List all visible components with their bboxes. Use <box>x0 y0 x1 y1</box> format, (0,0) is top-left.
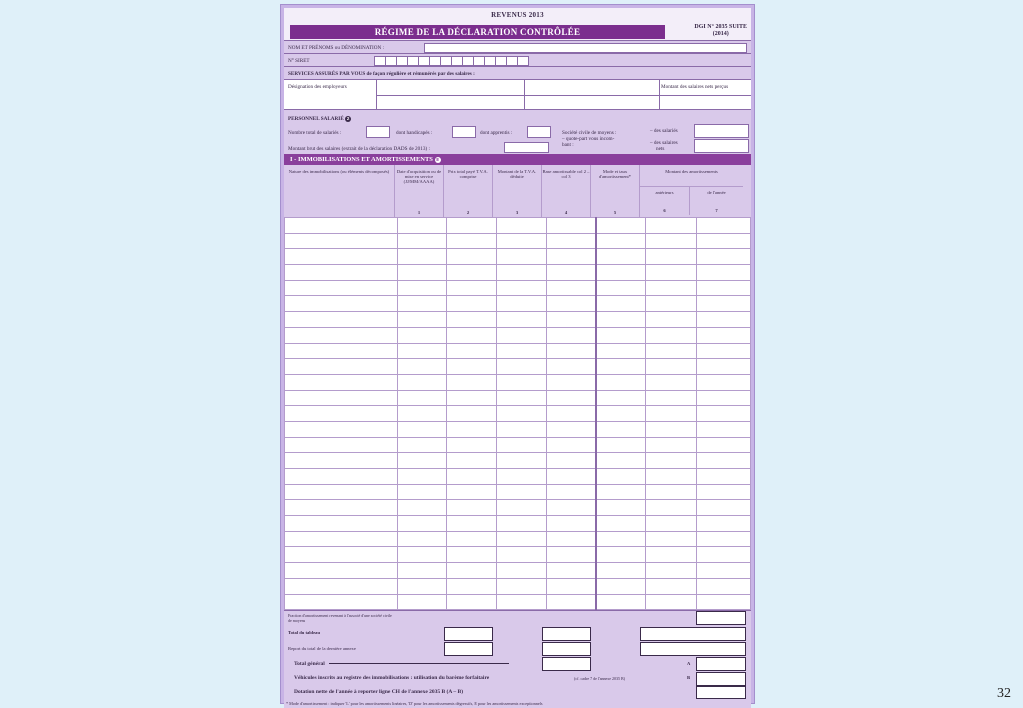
employeurs-block <box>284 79 751 109</box>
siret-field[interactable] <box>374 56 529 66</box>
table-cell[interactable] <box>546 390 596 406</box>
table-cell[interactable] <box>397 578 447 594</box>
table-cell[interactable] <box>397 594 447 610</box>
table-cell[interactable] <box>497 390 547 406</box>
table-cell[interactable] <box>397 547 447 563</box>
table-cell[interactable] <box>697 437 751 453</box>
table-cell[interactable] <box>397 218 447 234</box>
table-cell[interactable] <box>697 343 751 359</box>
table-cell[interactable] <box>697 531 751 547</box>
table-cell[interactable] <box>546 406 596 422</box>
table-cell[interactable] <box>646 296 697 312</box>
table-cell[interactable] <box>596 531 646 547</box>
col-header-base: Base amortissable col 2 – col 3 4 <box>542 165 591 217</box>
personnel-label <box>288 116 351 122</box>
table-cell[interactable] <box>697 265 751 281</box>
table-row <box>285 265 751 281</box>
table-cell[interactable] <box>646 374 697 390</box>
table-row <box>285 390 751 406</box>
table-cell[interactable] <box>596 343 646 359</box>
table-cell[interactable] <box>285 578 398 594</box>
total-col2[interactable] <box>444 627 493 641</box>
table-cell[interactable] <box>697 500 751 516</box>
nom-field[interactable] <box>424 43 747 53</box>
revenus-title: REVENUS 2013 <box>491 11 544 19</box>
table-cell[interactable] <box>397 359 447 375</box>
table-cell[interactable] <box>596 327 646 343</box>
table-cell[interactable] <box>497 531 547 547</box>
table-cell[interactable] <box>397 563 447 579</box>
table-cell[interactable] <box>447 406 497 422</box>
des-salaries-field[interactable] <box>694 124 749 138</box>
table-cell[interactable] <box>285 265 398 281</box>
form-header <box>284 8 751 40</box>
table-cell[interactable] <box>447 578 497 594</box>
table-cell[interactable] <box>497 563 547 579</box>
table-cell[interactable] <box>596 437 646 453</box>
table-cell[interactable] <box>596 312 646 328</box>
table-cell[interactable] <box>497 547 547 563</box>
table-cell[interactable] <box>285 296 398 312</box>
table-cell[interactable] <box>596 280 646 296</box>
des-salaires-field[interactable] <box>694 139 749 153</box>
table-cell[interactable] <box>697 421 751 437</box>
table-row <box>285 343 751 359</box>
table-row <box>285 296 751 312</box>
table-cell[interactable] <box>546 437 596 453</box>
nombre-field[interactable] <box>366 126 390 138</box>
table-row <box>285 280 751 296</box>
table-cell[interactable] <box>646 233 697 249</box>
table-cell[interactable] <box>285 374 398 390</box>
info-icon: 2 <box>346 116 350 121</box>
des-salaires-label: – des salaires <box>650 140 678 146</box>
col-header-amort: Montant des amortissements antérieurs 6 de l'année 7 <box>640 165 743 217</box>
table-cell[interactable] <box>447 359 497 375</box>
table-cell[interactable] <box>596 218 646 234</box>
table-cell[interactable] <box>596 421 646 437</box>
table-cell[interactable] <box>447 343 497 359</box>
table-cell[interactable] <box>397 312 447 328</box>
table-cell[interactable] <box>397 296 447 312</box>
table-cell[interactable] <box>497 312 547 328</box>
table-cell[interactable] <box>596 500 646 516</box>
table-cell[interactable] <box>697 406 751 422</box>
table-row <box>285 327 751 343</box>
report-col4[interactable] <box>542 642 591 656</box>
dgi-reference <box>694 24 747 38</box>
table-row <box>285 374 751 390</box>
table-cell[interactable] <box>546 516 596 532</box>
personnel-text: PERSONNEL SALARIÉ <box>288 116 344 123</box>
table-cell[interactable] <box>447 233 497 249</box>
table-cell[interactable] <box>397 280 447 296</box>
table-cell[interactable] <box>646 327 697 343</box>
table-cell[interactable] <box>447 437 497 453</box>
table-row <box>285 578 751 594</box>
table-cell[interactable] <box>646 547 697 563</box>
fraction-label: Fraction d'amortissement revenant à l'associé d'une société civile de moyens <box>288 613 392 624</box>
table-cell[interactable] <box>646 343 697 359</box>
table-row <box>285 469 751 485</box>
table-cell[interactable] <box>596 374 646 390</box>
table-cell[interactable] <box>397 374 447 390</box>
table-cell[interactable] <box>447 484 497 500</box>
table-cell[interactable] <box>447 218 497 234</box>
table-cell[interactable] <box>646 406 697 422</box>
table-cell[interactable] <box>497 249 547 265</box>
table-cell[interactable] <box>646 563 697 579</box>
table-cell[interactable] <box>447 312 497 328</box>
montant-brut-label: Montant brut des salaires (extrait de la déclaration DADS de 2013) : <box>288 146 430 152</box>
table-cell[interactable] <box>546 563 596 579</box>
table-cell[interactable] <box>285 469 398 485</box>
table-cell[interactable] <box>697 327 751 343</box>
table-row <box>285 594 751 610</box>
vehicules-note: (cf. cadre 7 de l'annexe 2035 B) <box>574 676 626 682</box>
col-header-tva: Montant de la T.V.A. déduite 3 <box>493 165 542 217</box>
table-cell[interactable] <box>285 437 398 453</box>
societe-label: Société civile de moyens : <box>562 130 617 136</box>
table-cell[interactable] <box>697 374 751 390</box>
table-cell[interactable] <box>447 390 497 406</box>
table-row <box>285 406 751 422</box>
table-cell[interactable] <box>285 390 398 406</box>
bant-label: bant : <box>562 142 574 148</box>
table-cell[interactable] <box>285 531 398 547</box>
report-label: Report du total de la dernière annexe <box>288 646 356 652</box>
siret-row <box>284 53 751 66</box>
table-cell[interactable] <box>447 563 497 579</box>
montant-salaires-label: Montant des salaires nets perçus <box>661 84 729 90</box>
table-cell[interactable] <box>546 484 596 500</box>
table-cell[interactable] <box>497 280 547 296</box>
table-cell[interactable] <box>497 343 547 359</box>
table-cell[interactable] <box>697 280 751 296</box>
table-cell[interactable] <box>447 500 497 516</box>
des-salaries-label: – des salariés <box>650 128 678 134</box>
table-cell[interactable] <box>697 453 751 469</box>
table-row <box>285 563 751 579</box>
table-cell[interactable] <box>447 531 497 547</box>
table-cell[interactable] <box>546 296 596 312</box>
report-col67[interactable] <box>640 642 746 656</box>
info-icon: 8 <box>436 156 439 162</box>
table-cell[interactable] <box>447 547 497 563</box>
table-cell[interactable] <box>285 563 398 579</box>
table-cell[interactable] <box>697 563 751 579</box>
table-row <box>285 218 751 234</box>
table-row <box>285 437 751 453</box>
table-cell[interactable] <box>285 327 398 343</box>
table-row <box>285 531 751 547</box>
table-cell[interactable] <box>546 343 596 359</box>
table-cell[interactable] <box>397 421 447 437</box>
montant-brut-field[interactable] <box>504 142 549 153</box>
dgi-line2: (2014) <box>712 31 729 37</box>
table-cell[interactable] <box>447 296 497 312</box>
table-cell[interactable] <box>646 516 697 532</box>
table-cell[interactable] <box>646 312 697 328</box>
table-cell[interactable] <box>546 453 596 469</box>
handicapes-label: dont handicapés : <box>396 130 433 136</box>
table-cell[interactable] <box>397 406 447 422</box>
table-cell[interactable] <box>697 484 751 500</box>
col-header-date: Date d'acquisition ou de mise en service (JJ/MM/AAAA) 1 <box>395 165 444 217</box>
regime-title: RÉGIME DE LA DÉCLARATION CONTRÔLÉE <box>290 25 665 39</box>
table-cell[interactable] <box>697 390 751 406</box>
table-cell[interactable] <box>546 249 596 265</box>
table-row <box>285 359 751 375</box>
table-cell[interactable] <box>397 453 447 469</box>
table-cell[interactable] <box>285 233 398 249</box>
table-cell[interactable] <box>596 390 646 406</box>
table-cell[interactable] <box>285 312 398 328</box>
table-cell[interactable] <box>285 218 398 234</box>
table-cell[interactable] <box>596 296 646 312</box>
table-cell[interactable] <box>596 406 646 422</box>
table-cell[interactable] <box>646 531 697 547</box>
table-cell[interactable] <box>646 249 697 265</box>
table-cell[interactable] <box>285 594 398 610</box>
table-cell[interactable] <box>697 469 751 485</box>
table-cell[interactable] <box>397 516 447 532</box>
table-cell[interactable] <box>546 374 596 390</box>
table-cell[interactable] <box>596 359 646 375</box>
table-cell[interactable] <box>596 516 646 532</box>
table-cell[interactable] <box>497 327 547 343</box>
total-general-col4[interactable] <box>542 657 591 671</box>
table-cell[interactable] <box>285 343 398 359</box>
table-cell[interactable] <box>646 453 697 469</box>
table-row <box>285 233 751 249</box>
table-cell[interactable] <box>596 265 646 281</box>
table-cell[interactable] <box>546 265 596 281</box>
table-cell[interactable] <box>546 531 596 547</box>
table-cell[interactable] <box>497 469 547 485</box>
nom-label: NOM ET PRÉNOMS ou DÉNOMINATION : <box>288 45 385 51</box>
col-header-nature: Nature des immobilisations (ou éléments décomposés) <box>284 165 395 217</box>
table-cell[interactable] <box>397 343 447 359</box>
table-cell[interactable] <box>497 374 547 390</box>
table-cell[interactable] <box>397 390 447 406</box>
table-cell[interactable] <box>397 469 447 485</box>
total-tableau-label: Total du tableau <box>288 630 320 636</box>
table-cell[interactable] <box>646 265 697 281</box>
table-cell[interactable] <box>596 469 646 485</box>
table-cell[interactable] <box>497 218 547 234</box>
fraction-col7[interactable] <box>696 611 746 625</box>
table-footer <box>284 610 751 708</box>
table-cell[interactable] <box>447 327 497 343</box>
table-cell[interactable] <box>497 484 547 500</box>
table-cell[interactable] <box>447 280 497 296</box>
letter-b: B <box>687 675 691 681</box>
table-cell[interactable] <box>596 547 646 563</box>
table-cell[interactable] <box>697 516 751 532</box>
table-cell[interactable] <box>546 280 596 296</box>
dgi-line1: DGI N° 2035 SUITE <box>694 24 747 30</box>
table-cell[interactable] <box>285 453 398 469</box>
table-cell[interactable] <box>285 359 398 375</box>
form-sheet <box>280 4 755 707</box>
handicapes-field[interactable] <box>452 126 476 138</box>
table-cell[interactable] <box>397 484 447 500</box>
table-row <box>285 249 751 265</box>
apprentis-label: dont apprentis : <box>480 130 513 136</box>
table-cell[interactable] <box>546 578 596 594</box>
table-cell[interactable] <box>497 359 547 375</box>
quote-part-label: – quote-part vous incom- <box>562 136 615 142</box>
table-cell[interactable] <box>546 469 596 485</box>
services-row <box>284 66 751 79</box>
table-cell[interactable] <box>447 516 497 532</box>
table-cell[interactable] <box>285 280 398 296</box>
table-cell[interactable] <box>596 563 646 579</box>
table-cell[interactable] <box>596 594 646 610</box>
dotation-col7[interactable] <box>696 686 746 699</box>
table-cell[interactable] <box>497 233 547 249</box>
table-cell[interactable] <box>697 218 751 234</box>
table-cell[interactable] <box>497 437 547 453</box>
table-row <box>285 500 751 516</box>
table-cell[interactable] <box>497 578 547 594</box>
table-cell[interactable] <box>285 406 398 422</box>
table-cell[interactable] <box>697 296 751 312</box>
table-cell[interactable] <box>546 218 596 234</box>
col-header-prix: Prix total payé T.V.A. comprise 2 <box>444 165 493 217</box>
table-cell[interactable] <box>397 249 447 265</box>
total-col4[interactable] <box>542 627 591 641</box>
table-cell[interactable] <box>285 484 398 500</box>
report-col2[interactable] <box>444 642 493 656</box>
table-row <box>285 547 751 563</box>
designation-label: Désignation des employeurs <box>288 84 347 90</box>
table-cell[interactable] <box>546 327 596 343</box>
table-cell[interactable] <box>447 421 497 437</box>
table-cell[interactable] <box>596 249 646 265</box>
section-title: I - IMMOBILISATIONS ET AMORTISSEMENTS <box>290 156 433 163</box>
table-cell[interactable] <box>447 265 497 281</box>
vehicules-col7[interactable] <box>696 672 746 686</box>
section-immobilisations <box>284 154 751 165</box>
table-header <box>284 165 751 217</box>
table-cell[interactable] <box>697 547 751 563</box>
table-cell[interactable] <box>697 312 751 328</box>
siret-label: N° SIRET <box>288 58 310 64</box>
table-cell[interactable] <box>546 421 596 437</box>
table-row <box>285 312 751 328</box>
table-cell[interactable] <box>646 359 697 375</box>
table-cell[interactable] <box>447 249 497 265</box>
letter-a: A <box>687 661 691 667</box>
nombre-label: Nombre total de salariés : <box>288 130 342 136</box>
table-cell[interactable] <box>397 531 447 547</box>
total-general-label: Total général <box>294 661 325 668</box>
table-cell[interactable] <box>285 500 398 516</box>
table-cell[interactable] <box>397 233 447 249</box>
table-cell[interactable] <box>397 437 447 453</box>
table-cell[interactable] <box>646 437 697 453</box>
table-cell[interactable] <box>697 359 751 375</box>
table-cell[interactable] <box>497 516 547 532</box>
table-cell[interactable] <box>697 594 751 610</box>
table-row <box>285 516 751 532</box>
table-cell[interactable] <box>646 421 697 437</box>
table-cell[interactable] <box>646 500 697 516</box>
table-cell[interactable] <box>546 312 596 328</box>
table-cell[interactable] <box>497 265 547 281</box>
dotation-label: Dotation nette de l'année à reporter ligne CH de l'annexe 2035 B (A – B) <box>294 689 464 696</box>
table-cell[interactable] <box>596 233 646 249</box>
table-cell[interactable] <box>546 594 596 610</box>
table-cell[interactable] <box>497 594 547 610</box>
table-row <box>285 421 751 437</box>
table-cell[interactable] <box>697 578 751 594</box>
table-cell[interactable] <box>397 327 447 343</box>
table-cell[interactable] <box>497 406 547 422</box>
table-cell[interactable] <box>596 453 646 469</box>
table-row <box>285 453 751 469</box>
table-cell[interactable] <box>546 500 596 516</box>
mode-note: * Mode d'amortissement : indiquer 'L' pour les amortissements linéaires, 'D' pour les amortissements dégressifs, E pour les amortissements exceptionnels <box>286 701 543 707</box>
table-cell[interactable] <box>447 374 497 390</box>
table-cell[interactable] <box>546 359 596 375</box>
page-number: 32 <box>997 686 1011 701</box>
total-general-col7[interactable] <box>696 657 746 671</box>
table-cell[interactable] <box>285 249 398 265</box>
table-cell[interactable] <box>285 516 398 532</box>
table-cell[interactable] <box>596 484 646 500</box>
table-cell[interactable] <box>397 500 447 516</box>
table-cell[interactable] <box>546 233 596 249</box>
apprentis-field[interactable] <box>527 126 551 138</box>
table-cell[interactable] <box>397 265 447 281</box>
table-cell[interactable] <box>697 233 751 249</box>
table-cell[interactable] <box>447 469 497 485</box>
personnel-block <box>284 109 751 154</box>
vehicules-label: Véhicules inscrits au registre des immobilisations : utilisation du barème forfaitaire <box>294 675 490 682</box>
table-cell[interactable] <box>497 453 547 469</box>
table-cell[interactable] <box>497 296 547 312</box>
table-cell[interactable] <box>497 500 547 516</box>
table-cell[interactable] <box>285 421 398 437</box>
table-row <box>285 484 751 500</box>
table-cell[interactable] <box>646 578 697 594</box>
table-cell[interactable] <box>497 421 547 437</box>
table-cell[interactable] <box>697 249 751 265</box>
table-cell[interactable] <box>447 594 497 610</box>
table-cell[interactable] <box>646 280 697 296</box>
table-cell[interactable] <box>646 594 697 610</box>
services-label: SERVICES ASSURÉS PAR VOUS de façon régulière et rémunérés par des salaires : <box>288 71 475 77</box>
table-cell[interactable] <box>546 547 596 563</box>
table-cell[interactable] <box>646 218 697 234</box>
table-cell[interactable] <box>646 390 697 406</box>
table-cell[interactable] <box>447 453 497 469</box>
table-cell[interactable] <box>596 578 646 594</box>
col-header-mode: Mode et taux d'amortissement* 5 <box>591 165 640 217</box>
nom-row <box>284 40 751 53</box>
table-cell[interactable] <box>285 547 398 563</box>
total-col67[interactable] <box>640 627 746 641</box>
table-cell[interactable] <box>646 469 697 485</box>
nets-label: nets <box>656 146 665 152</box>
immobilisations-table <box>284 217 751 610</box>
table-cell[interactable] <box>646 484 697 500</box>
form-paper <box>284 8 751 707</box>
